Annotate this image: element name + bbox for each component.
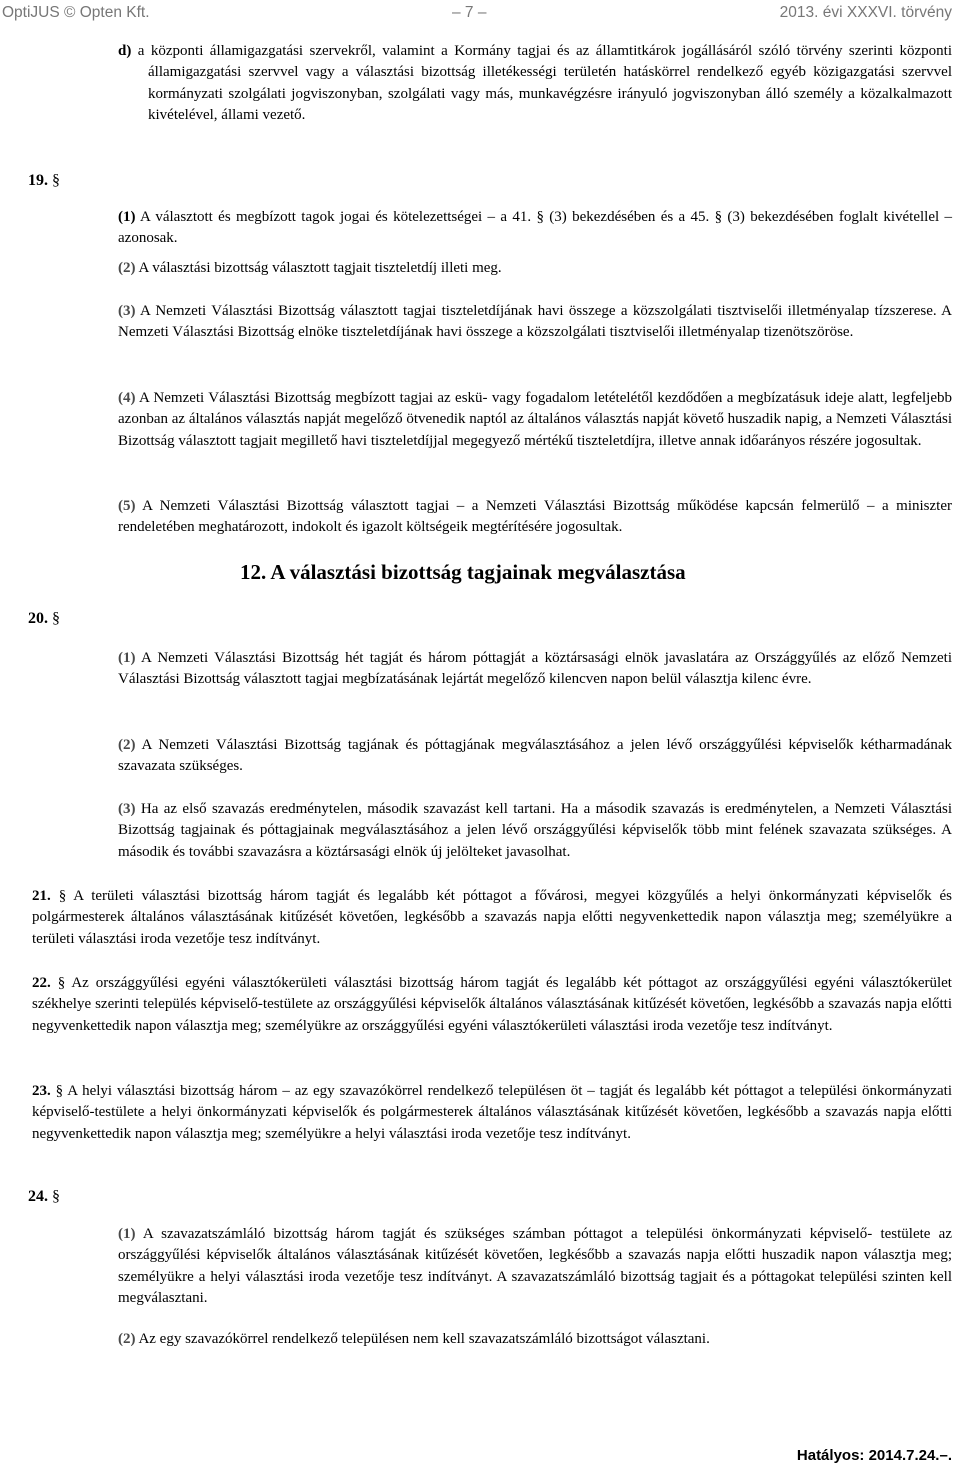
item-d [118, 41, 952, 127]
section-19-mark: § [52, 172, 60, 189]
section-20-mark: § [52, 610, 60, 627]
section-21-number: 21. [32, 888, 51, 904]
s19-paragraph-5: (5) A Nemzeti Választási Bizottság választott tagjai – a Nemzeti Választási Bizottság működése kapcsán felmerülő – a miniszter rendeletében meghatározott, indokolt és igazolt költségeik megtérítésére jogosultak. [118, 498, 952, 536]
s24-paragraph-1: (1) A szavazatszámláló bizottság három tagját és szükséges számban póttagot a települési önkormányzati képviselő- testülete az országgyűlési képviselők általános választásának kitűzését követően, legkésőbb a szavazás napja előtti huszadik napon választja meg; személyükre a helyi választási iroda vezetője tesz indítványt. A szavazatszámláló bizottság tagjait és a póttagokat települési szinten kell megválasztani. [118, 1226, 952, 1307]
section-19-number: 19. § [28, 172, 60, 189]
header-page-number: – 7 – [452, 4, 487, 21]
header-publisher: OptiJUS © Opten Kft. [2, 4, 150, 21]
s19-paragraph-1: (1) A választott és megbízott tagok jogai és kötelezettségei – a 41. § (3) bekezdésében és a 45. § (3) bekezdésében foglalt kivétellel – azonosak. [118, 209, 952, 247]
footer-effective-date: Hatályos: 2014.7.24.–. [796, 1446, 952, 1464]
item-d-label: d) [118, 43, 132, 59]
section-24-mark: § [52, 1188, 60, 1205]
section-23-mark: § [55, 1083, 64, 1099]
page-header [0, 2, 960, 22]
section-22-number: 22. [32, 975, 51, 991]
s19-paragraph-4: (4) A Nemzeti Választási Bizottság megbízott tagjai az eskü- vagy fogadalom letételétől kezdődően a megbízatásuk ideje alatt, legfeljebb azonban az általános választás napját megelőző ötvenedik naptól az általános választás napját követő huszadik napig, a Nemzeti Választási Bizottság választott tagjait megillető havi tiszteletdíjjal megegyező mértékű tiszteletdíjra, illetve annak időarányos részére jogosultak. [118, 390, 952, 449]
s20-paragraph-1: (1) A Nemzeti Választási Bizottság hét tagját és három póttagját a köztársasági elnök javaslatára az Országgyűlés az előző Nemzeti Választási Bizottság választott tagjai megbízatásának lejártát megelőző kilencven napon belül választja kilenc évre. [118, 650, 952, 688]
section-22-mark: § [57, 975, 66, 991]
section-20-number: 20. § [28, 610, 60, 627]
s19-paragraph-3: (3) A Nemzeti Választási Bizottság választott tagjai tiszteletdíjának havi összege a közszolgálati tisztviselői illetményalap tízszerese. A Nemzeti Választási Bizottság elnöke tiszteletdíjának havi összege a közszolgálati tisztviselői illetményalap tizenötszöröse. [118, 303, 952, 341]
section-24-number: 24. § [28, 1188, 60, 1205]
chapter-title: 12. A választási bizottság tagjainak megválasztása [240, 560, 686, 584]
s20-paragraph-2: (2) A Nemzeti Választási Bizottság tagjának és póttagjának megválasztásához a jelen lévő országgyűlési képviselők kétharmadának szavazata szükséges. [118, 737, 952, 775]
section-22: 22. § Az országgyűlési egyéni választókerületi választási bizottság három tagját és legalább két póttagot az országgyűlési egyéni választókerület székhelye szerinti település képviselő-testülete az országgyűlési képviselők általános választásának kitűzését követően, legkésőbb a szavazás napja előtti negyvenkettedik napon választja meg; személyükre az országgyűlési egyéni választókerületi választási iroda vezetője tesz indítványt. [32, 975, 952, 1034]
section-23: 23. § A helyi választási bizottság három – az egy szavazókörrel rendelkező településen öt – tagját és legalább két póttagot a települési önkormányzati képviselő-testülete a helyi önkormányzati képviselők és polgármesterek általános választásának kitűzését követően, legkésőbb a szavazás napja előtti negyvenkettedik napon választja meg; személyükre a helyi választási iroda vezetője tesz indítványt. [32, 1083, 953, 1142]
section-21-mark: § [58, 888, 67, 904]
s24-paragraph-2: (2) Az egy szavazókörrel rendelkező településen nem kell szavazatszámláló bizottságot választani. [118, 1331, 710, 1347]
s19-paragraph-2: (2) A választási bizottság választott tagjait tiszteletdíj illeti meg. [118, 260, 502, 276]
item-d-text: a központi államigazgatási szervekről, valamint a Kormány tagjai és az államtitkárok jogállásáról szóló törvény szerinti központi államigazgatási szervvel vagy a választási bizottság illetékességi területén hatáskörrel rendelkező egyéb közigazgatási szervvel kormányzati szolgálati jogviszonyban, szolgálati vagy más, munkavégzésre irányuló jogviszonyban álló személy a közalkalmazott kivételével, állami vezető. [137, 43, 952, 124]
header-law-title: 2013. évi XXXVI. törvény [779, 4, 952, 21]
s20-paragraph-3: (3) Ha az első szavazás eredménytelen, második szavazást kell tartani. Ha a második szavazás is eredménytelen, a Nemzeti Választási Bizottság tagjainak és póttagjainak megválasztásához a jelen lévő országgyűlési képviselők több mint felének szavazata szükséges. A második és további szavazásra a köztársasági elnök új jelölteket javasolhat. [118, 801, 952, 860]
section-23-number: 23. [32, 1083, 51, 1099]
section-21: 21. § A területi választási bizottság három tagját és legalább két póttagot a fővárosi, megyei közgyűlés a helyi önkormányzati képviselők és polgármesterek általános választásának kitűzését követően, legkésőbb a szavazás napja előtti negyvenkettedik napon választja meg; személyükre a területi választási iroda vezetője tesz indítványt. [32, 888, 952, 947]
